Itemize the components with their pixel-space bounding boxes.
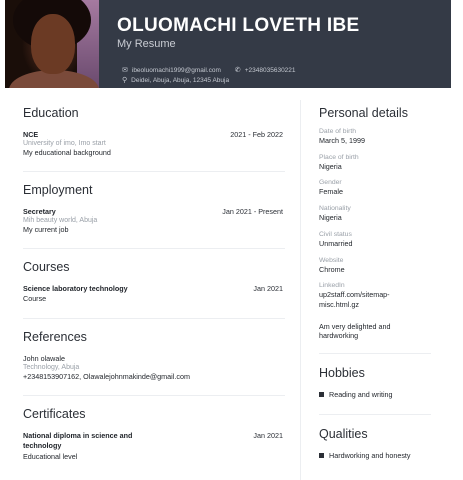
entry-desc: My educational background	[23, 148, 111, 157]
section-title-references: References	[23, 330, 87, 344]
profile-photo	[5, 0, 99, 88]
entry-date: Jan 2021	[253, 431, 283, 440]
field-label: Date of birth	[319, 128, 357, 135]
hobbies-section	[319, 354, 439, 399]
education-entry	[23, 130, 283, 157]
employment-section	[23, 172, 283, 234]
column-divider	[300, 100, 301, 480]
entry-org: Mih beauty world, Abuja	[23, 217, 98, 224]
entry-role: NCE	[23, 130, 39, 139]
personal-details-section	[319, 96, 439, 341]
personal-note: Am very delighted and hardworking	[319, 321, 391, 341]
field-value: Female	[319, 187, 343, 197]
main-column	[23, 96, 283, 461]
contact-address: Deidei, Abuja, Abuja, 12345 Abuja	[131, 76, 230, 84]
map-pin-icon: ⚲	[122, 77, 128, 84]
section-title-courses: Courses	[23, 260, 70, 274]
entry-date: Jan 2021	[253, 284, 283, 293]
courses-section	[23, 249, 283, 303]
field-label: Nationality	[319, 205, 351, 213]
certificates-section	[23, 396, 283, 461]
section-title-certificates: Certificates	[23, 407, 86, 421]
contact-phone[interactable]: +2348035630221	[244, 66, 296, 74]
contact-email[interactable]: ibeoluomachi1999@gmail.com	[131, 66, 221, 74]
entry-date: 2021 - Feb 2022	[230, 130, 283, 139]
field-value: Nigeria	[319, 161, 342, 171]
linkedin-link[interactable]: up2staff.com/sitemap-misc.html.gz	[319, 290, 390, 310]
section-title-hobbies: Hobbies	[319, 366, 365, 381]
course-entry	[23, 284, 283, 303]
resume-header	[5, 0, 451, 88]
entry-desc: Course	[23, 294, 47, 303]
envelope-icon: ✉	[122, 67, 128, 74]
side-column	[319, 96, 439, 460]
section-title-education: Education	[23, 106, 79, 120]
field-label: Gender	[319, 179, 342, 187]
field-value: Nigeria	[319, 213, 342, 223]
field-value: March 5, 1999	[319, 136, 365, 145]
contact-row-2	[122, 76, 229, 84]
field-label: Place of birth	[319, 153, 359, 161]
field-label: Website	[319, 256, 344, 264]
qualities-section	[319, 415, 439, 460]
phone-icon: ✆	[234, 67, 241, 74]
bullet-square-icon	[319, 392, 324, 397]
field-label: LinkedIn	[319, 282, 345, 290]
entry-role: Secretary	[23, 207, 56, 216]
entry-date: Jan 2021 - Present	[222, 207, 283, 216]
employment-entry	[23, 207, 283, 234]
quality-item: Hardworking and honesty	[319, 451, 439, 460]
field-value: Unmarried	[319, 238, 353, 248]
section-title-qualities: Qualities	[319, 427, 368, 442]
field-label: Civil status	[319, 230, 352, 238]
certificate-entry	[23, 431, 283, 461]
reference-org: Technology, Abuja	[23, 364, 80, 371]
entry-role: National diploma in science and technology	[23, 431, 133, 451]
bullet-square-icon	[319, 453, 324, 458]
education-section	[23, 96, 283, 157]
reference-entry	[23, 354, 283, 381]
entry-role: Science laboratory technology	[23, 284, 128, 293]
hobby-item: Reading and writing	[319, 390, 439, 399]
resume-name: OLUOMACHI LOVETH IBE	[117, 15, 360, 36]
section-title-personal: Personal details	[319, 106, 408, 120]
section-title-employment: Employment	[23, 183, 93, 197]
resume-subtitle: My Resume	[117, 38, 176, 50]
entry-org: University of imo, Imo start	[23, 140, 106, 147]
reference-name: John olawale	[23, 354, 65, 363]
entry-desc: Educational level	[23, 452, 78, 462]
references-section	[23, 319, 283, 381]
reference-contact: +2348153907162, Olawalejohnmakinde@gmail.com	[23, 372, 190, 381]
field-value: Chrome	[319, 264, 345, 274]
entry-desc: My current job	[23, 225, 69, 234]
contact-row-1	[122, 66, 296, 74]
